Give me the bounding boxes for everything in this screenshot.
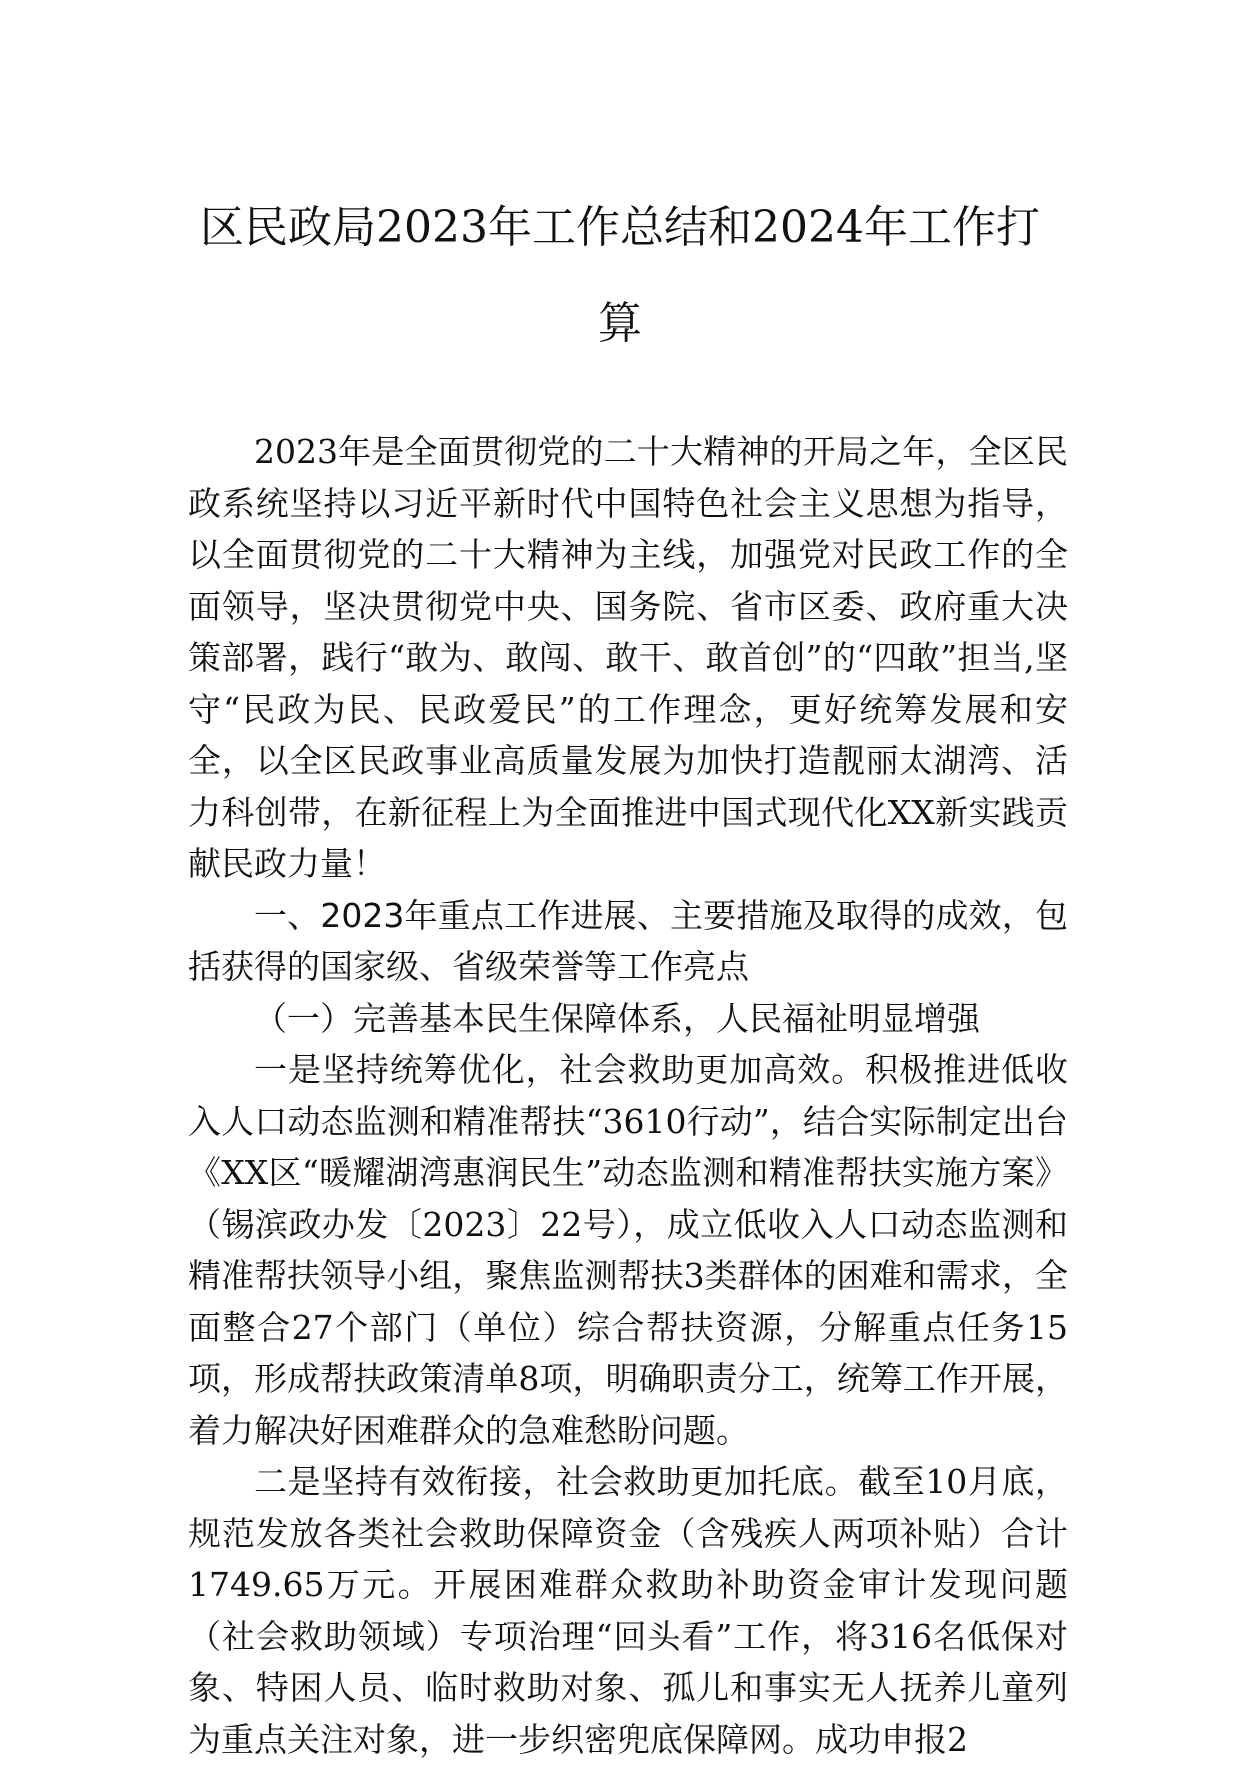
paragraph-intro: 2023年是全面贯彻党的二十大精神的开局之年，全区民政系统坚持以习近平新时代中国特色社会主义思想为指导，以全面贯彻党的二十大精神为主线，加强党对民政工作的全面领导，坚决贯彻党中央、国务院、省市区委、政府重大决策部署，践行“敢为、敢闯、敢干、敢首创”的“四敢”担当,坚守“民政为民、民政爱民”的工作理念，更好统筹发展和安全，以全区民政事业高质量发展为加快打造靓丽太湖湾、活力科创带，在新征程上为全面推进中国式现代化XX新实践贡献民政力量！ bbox=[188, 432, 1068, 883]
paragraph-point-2: 二是坚持有效衔接，社会救助更加托底。截至10月底，规范发放各类社会救助保障资金（含残疾人两项补贴）合计1749.65万元。开展困难群众救助补助资金审计发现问题（社会救助领域）专项治理“回头看”工作，将316名低保对象、特困人员、临时救助对象、孤儿和事实无人抚养儿童列为重点关注对象，进一步织密兜底保障网。成功申报2 bbox=[188, 1462, 1068, 1759]
document-title: 区民政局2023年工作总结和2024年工作打算 bbox=[200, 202, 1040, 349]
paragraph-point-1: 一是坚持统筹优化，社会救助更加高效。积极推进低收入人口动态监测和精准帮扶“3610行动”，结合实际制定出台《XX区“暖耀湖湾惠润民生”动态监测和精准帮扶实施方案》（锡滨政办发〔2023〕22号），成立低收入人口动态监测和精准帮扶领导小组，聚焦监测帮扶3类群体的困难和需求，全面整合27个部门（单位）综合帮扶资源，分解重点任务15项，形成帮扶政策清单8项，明确职责分工，统筹工作开展，着力解决好困难群众的急难愁盼问题。 bbox=[188, 1050, 1068, 1450]
subsection-heading-1: （一）完善基本民生保障体系，人民福祉明显增强 bbox=[254, 998, 980, 1038]
section-heading-1: 一、2023年重点工作进展、主要措施及取得的成效，包括获得的国家级、省级荣誉等工作亮点 bbox=[188, 895, 1068, 986]
document-body bbox=[188, 426, 1068, 1765]
